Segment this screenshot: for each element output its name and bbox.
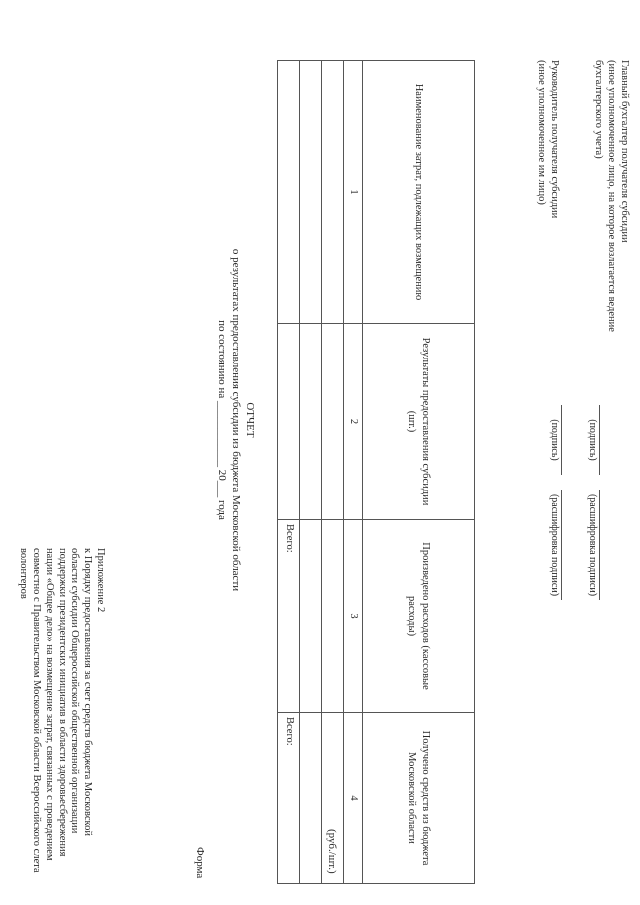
signatory-title: Главный бухгалтер получателя субсидии bbox=[619, 60, 630, 243]
table-cell bbox=[322, 520, 344, 713]
table-cell bbox=[300, 520, 322, 713]
column-number: 3 bbox=[344, 520, 363, 713]
total-cell bbox=[278, 324, 300, 520]
table-cell bbox=[300, 324, 322, 520]
appendix-line: поддержки президентских инициатив в области здоровьесбережения bbox=[56, 548, 68, 857]
table-header-row bbox=[363, 61, 475, 884]
decode-caption: (расшифровка подписи) bbox=[548, 490, 562, 600]
signatory-title: (иное уполномоченное им лицо) bbox=[536, 60, 548, 205]
appendix-title: Приложение 2 bbox=[95, 548, 106, 613]
table-cell bbox=[322, 324, 344, 520]
report-heading bbox=[215, 249, 256, 591]
appendix-line: совместно с Правительством Московской области Всероссийского слета bbox=[31, 548, 43, 873]
column-number-row bbox=[344, 61, 363, 884]
total-cell bbox=[278, 61, 300, 324]
units-label: (руб./шт.) bbox=[326, 829, 338, 874]
table-cell bbox=[322, 713, 344, 884]
form-label: Форма bbox=[194, 847, 206, 879]
head-signature-block bbox=[534, 60, 560, 597]
signatory-title: (иное уполномоченное лицо, на которое возлагается ведение bbox=[606, 60, 618, 332]
results-table bbox=[277, 60, 475, 884]
appendix-line: нации «Общее дело» на возмещение затрат, связанных с проведением bbox=[43, 548, 55, 861]
signature-caption: (подпись) bbox=[586, 405, 600, 475]
table-cell bbox=[322, 61, 344, 324]
totals-row bbox=[278, 61, 300, 884]
table-row bbox=[322, 61, 344, 884]
column-number: 1 bbox=[344, 61, 363, 324]
report-subtitle: о результатах предоставления субсидии из бюджета Московской области bbox=[230, 248, 243, 592]
appendix-line: волонтеров bbox=[18, 548, 30, 599]
column-header: Произведено расходов (кассовые расходы) bbox=[363, 520, 475, 713]
report-title: ОТЧЕТ bbox=[244, 402, 256, 438]
signatory-title: Руководитель получателя субсидии bbox=[549, 60, 560, 219]
total-cell: Всего: bbox=[278, 713, 300, 884]
appendix-line: области субсидии Общероссийской общественной организации bbox=[69, 548, 81, 834]
table-row bbox=[300, 61, 322, 884]
signature-caption: (подпись) bbox=[548, 405, 562, 475]
total-cell: Всего: bbox=[278, 520, 300, 713]
decode-caption: (расшифровка подписи) bbox=[586, 490, 600, 600]
accountant-signature-block bbox=[587, 60, 630, 597]
column-number: 4 bbox=[344, 713, 363, 884]
signatory-title: бухгалтерского учета) bbox=[593, 60, 605, 159]
column-header: Результаты предоставления субсидии (шт.) bbox=[363, 324, 475, 520]
appendix-note bbox=[16, 548, 106, 888]
column-header: Получено средств из бюджета Московской области bbox=[363, 713, 475, 884]
appendix-line: к Порядку предоставления за счет средств бюджета Московской bbox=[82, 548, 94, 836]
column-header: Наименование затрат, подлежащих возмещению bbox=[363, 61, 475, 324]
table-cell bbox=[300, 61, 322, 324]
column-number: 2 bbox=[344, 324, 363, 520]
report-date-line: по состоянию на ____________ 20___ года bbox=[216, 320, 229, 520]
table-cell bbox=[300, 713, 322, 884]
